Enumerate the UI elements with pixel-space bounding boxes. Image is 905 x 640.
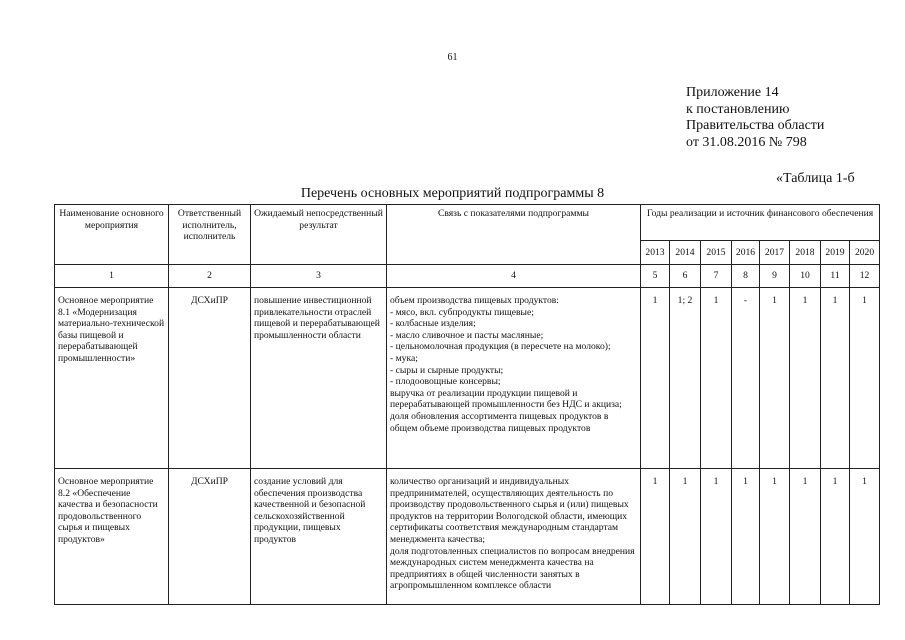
- column-number: 10: [790, 265, 821, 288]
- year-value: 1: [821, 469, 850, 605]
- year-value: 1: [790, 288, 821, 469]
- appendix-line: от 31.08.2016 № 798: [686, 134, 807, 150]
- indicator-line: доля обновления ассортимента пищевых продуктов в общем объеме производства пищевых продуктов: [390, 410, 609, 434]
- year-value: 1: [850, 288, 880, 469]
- column-number: 9: [760, 265, 790, 288]
- header-executor: Ответственный исполнитель, исполнитель: [169, 205, 251, 265]
- year-cell: 2015: [701, 241, 732, 265]
- year-value: 1: [790, 469, 821, 605]
- indicator-line: количество организаций и индивидуальных предпринимателей, осуществляющих деятельность по производству продовольственного сырья и (или) пищевых продуктов на территории Вологодской области, имеющих сертификаты соответствия международным стандартам менеджмента качества;: [390, 476, 629, 545]
- measure-result: повышение инвестиционной привлекательности отраслей пищевой и перерабатывающей промышленности области: [251, 288, 387, 469]
- column-number: 11: [821, 265, 850, 288]
- year-cell: 2020: [850, 241, 880, 265]
- appendix-line: к постановлению: [686, 101, 790, 117]
- indicator-line: - сыры и сырные продукты;: [390, 364, 504, 376]
- header-years-group: Годы реализации и источник финансового обеспечения: [641, 205, 880, 241]
- year-cell: 2019: [821, 241, 850, 265]
- measure-executor: ДСХиПР: [169, 469, 251, 605]
- indicator-line: - масло сливочное и пасты масляные;: [390, 329, 544, 341]
- year-value: 1: [670, 469, 701, 605]
- year-value: 1: [760, 288, 790, 469]
- year-value: 1: [701, 288, 732, 469]
- year-value: -: [732, 288, 760, 469]
- measure-name: Основное мероприятие 8.1 «Модернизация материально-технической базы пищевой и перерабатывающей промышленности»: [55, 288, 169, 469]
- indicator-line: - цельномолочная продукция (в пересчете на молоко);: [390, 341, 611, 353]
- indicator-line: выручка от реализации продукции пищевой и перерабатывающей промышленности без НДС и акциза;: [390, 387, 622, 411]
- column-number: 2: [169, 265, 251, 288]
- measure-name: Основное мероприятие 8.2 «Обеспечение качества и безопасности продовольственного сырья и пищевых продуктов»: [55, 469, 169, 605]
- year-value: 1: [732, 469, 760, 605]
- year-value: 1: [641, 469, 670, 605]
- column-number: 7: [701, 265, 732, 288]
- year-cell: 2018: [790, 241, 821, 265]
- year-value: 1: [821, 288, 850, 469]
- indicator-line: - плодоовощные консервы;: [390, 376, 501, 388]
- measure-executor: ДСХиПР: [169, 288, 251, 469]
- year-cell: 2014: [670, 241, 701, 265]
- year-value: 1: [641, 288, 670, 469]
- page-number: 61: [447, 52, 458, 63]
- measures-table: [54, 204, 880, 605]
- indicator-line: объем производства пищевых продуктов:: [390, 295, 559, 306]
- indicator-line: доля подготовленных специалистов по вопросам внедрения международных систем менеджмента качества на предприятиях в общей численности занятых в агропромышленном комплексе области: [390, 545, 635, 592]
- column-number: 4: [387, 265, 641, 288]
- table-row: [55, 469, 880, 605]
- indicator-line: - колбасные изделия;: [390, 318, 476, 330]
- appendix-line: Правительства области: [686, 118, 825, 133]
- header-row: [55, 205, 880, 241]
- document-title: Перечень основных мероприятий подпрограммы 8: [300, 186, 605, 201]
- measure-result: создание условий для обеспечения производства качественной и безопасной сельскохозяйственной продукции, пищевых продуктов: [251, 469, 387, 605]
- column-number: 5: [641, 265, 670, 288]
- column-number: 3: [251, 265, 387, 288]
- table-row: [55, 288, 880, 469]
- column-numbers-row: [55, 265, 880, 288]
- year-cell: 2013: [641, 241, 670, 265]
- column-number: 1: [55, 265, 169, 288]
- measure-indicators: [387, 288, 641, 469]
- column-number: 6: [670, 265, 701, 288]
- year-value: 1: [701, 469, 732, 605]
- year-value: 1: [850, 469, 880, 605]
- column-number: 12: [850, 265, 880, 288]
- year-cell: 2017: [760, 241, 790, 265]
- table-reference: «Таблица 1-б: [776, 171, 855, 186]
- header-result: Ожидаемый непосредственный результат: [251, 205, 387, 265]
- header-name: Наименование основного мероприятия: [55, 205, 169, 265]
- appendix-line: Приложение 14: [686, 85, 779, 100]
- appendix-block: [686, 85, 824, 151]
- indicator-line: - мясо, вкл. субпродукты пищевые;: [390, 306, 534, 318]
- column-number: 8: [732, 265, 760, 288]
- year-value: 1: [760, 469, 790, 605]
- year-cell: 2016: [732, 241, 760, 265]
- measure-indicators: [387, 469, 641, 605]
- indicator-line: - мука;: [390, 352, 418, 364]
- header-indicators: Связь с показателями подпрограммы: [387, 205, 641, 265]
- year-value: 1; 2: [670, 288, 701, 469]
